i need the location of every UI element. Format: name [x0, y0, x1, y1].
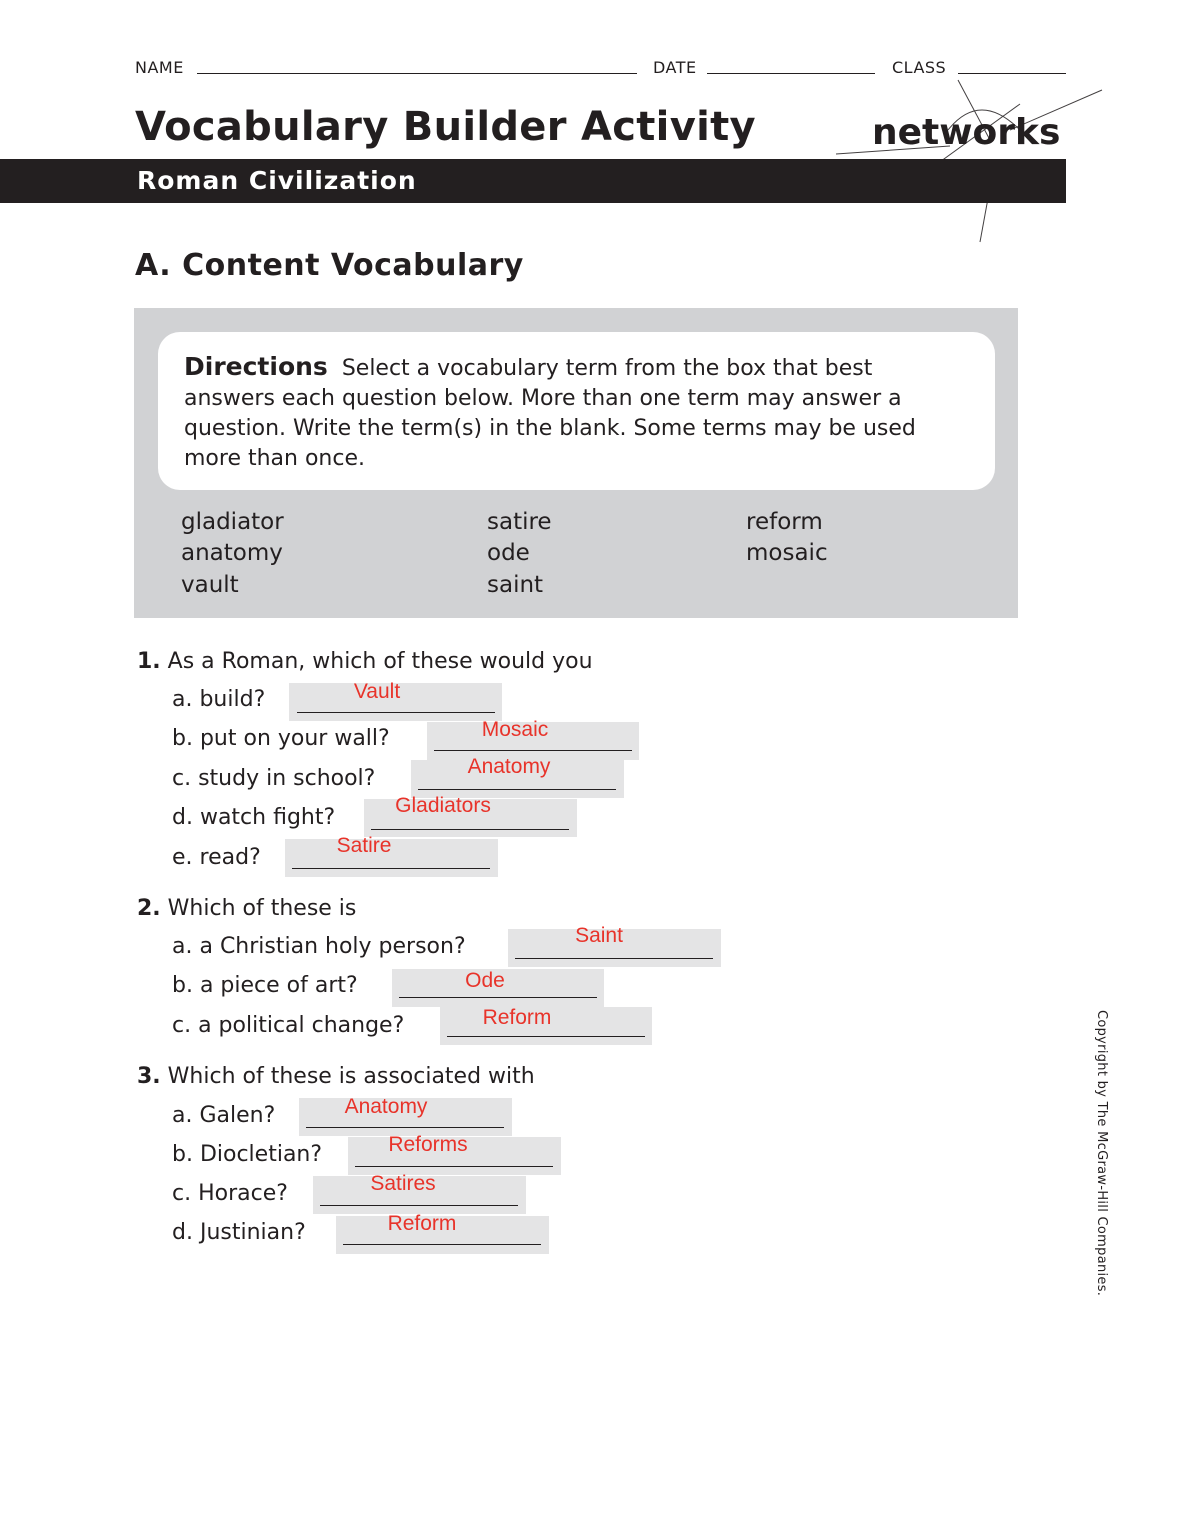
answer-line	[399, 997, 597, 998]
question-number: 3.	[137, 1064, 161, 1089]
name-line	[197, 73, 637, 74]
term-ode: ode	[487, 540, 530, 566]
answer-text: Mosaic	[481, 718, 549, 741]
question-3	[137, 1064, 535, 1089]
directions-heading: Directions	[184, 352, 328, 381]
answer-text: Ode	[465, 969, 505, 992]
question-1	[137, 649, 593, 674]
name-label: NAME	[135, 58, 184, 77]
page-title: Vocabulary Builder Activity	[135, 104, 756, 150]
directions-box	[158, 332, 995, 490]
term-vault: vault	[181, 572, 239, 598]
q2-item-a: a. a Christian holy person?	[172, 934, 466, 959]
q2-item-b: b. a piece of art?	[172, 973, 358, 998]
answer-text: Satires	[370, 1172, 436, 1195]
answer-line	[418, 789, 616, 790]
answer-text: Satire	[336, 834, 392, 857]
answer-text: Gladiators	[395, 794, 491, 817]
term-gladiator: gladiator	[181, 509, 284, 535]
answer-line	[306, 1127, 504, 1128]
answer-line	[447, 1036, 645, 1037]
answer-line	[297, 712, 495, 713]
answer-line	[434, 750, 632, 751]
q1-item-a: a. build?	[172, 687, 266, 712]
directions-text: Select a vocabulary term from the box that best answers each question below. More than one term may answer a question. Write the term(s) in the blank. Some terms may be used more than once.	[184, 356, 916, 471]
term-satire: satire	[487, 509, 552, 535]
q3-item-a: a. Galen?	[172, 1103, 276, 1128]
q1-item-e: e. read?	[172, 845, 261, 870]
copyright-notice: Copyright by The McGraw-Hill Companies.	[1094, 1010, 1109, 1297]
answer-text: Reform	[482, 1006, 552, 1029]
question-number: 1.	[137, 649, 161, 674]
answer-text: Saint	[575, 924, 623, 947]
answer-line	[343, 1244, 541, 1245]
section-title: A. Content Vocabulary	[135, 248, 524, 283]
question-2	[137, 896, 356, 921]
answer-line	[320, 1205, 518, 1206]
term-mosaic: mosaic	[746, 540, 828, 566]
answer-line	[292, 868, 490, 869]
q2-item-c: c. a political change?	[172, 1013, 405, 1038]
q1-item-c: c. study in school?	[172, 766, 376, 791]
date-label: DATE	[653, 58, 697, 77]
answer-text: Reform	[387, 1212, 457, 1235]
q3-item-c: c. Horace?	[172, 1181, 288, 1206]
answer-text: Vault	[353, 680, 401, 703]
networks-logo: networks	[872, 112, 1061, 153]
answer-line	[371, 829, 569, 830]
question-number: 2.	[137, 896, 161, 921]
question-prompt: As a Roman, which of these would you	[167, 649, 593, 674]
term-anatomy: anatomy	[181, 540, 283, 566]
answer-line	[515, 958, 713, 959]
question-prompt: Which of these is	[167, 896, 357, 921]
question-prompt: Which of these is associated with	[167, 1064, 535, 1089]
term-reform: reform	[746, 509, 823, 535]
answer-text: Reforms	[388, 1133, 468, 1156]
answer-text: Anatomy	[467, 755, 551, 778]
class-label: CLASS	[892, 58, 947, 77]
q1-item-d: d. watch fight?	[172, 805, 336, 830]
q1-item-b: b. put on your wall?	[172, 726, 390, 751]
term-saint: saint	[487, 572, 544, 598]
banner-title: Roman Civilization	[137, 166, 417, 195]
q3-item-d: d. Justinian?	[172, 1220, 306, 1245]
q3-item-b: b. Diocletian?	[172, 1142, 323, 1167]
answer-text: Anatomy	[344, 1095, 428, 1118]
answer-line	[355, 1166, 553, 1167]
